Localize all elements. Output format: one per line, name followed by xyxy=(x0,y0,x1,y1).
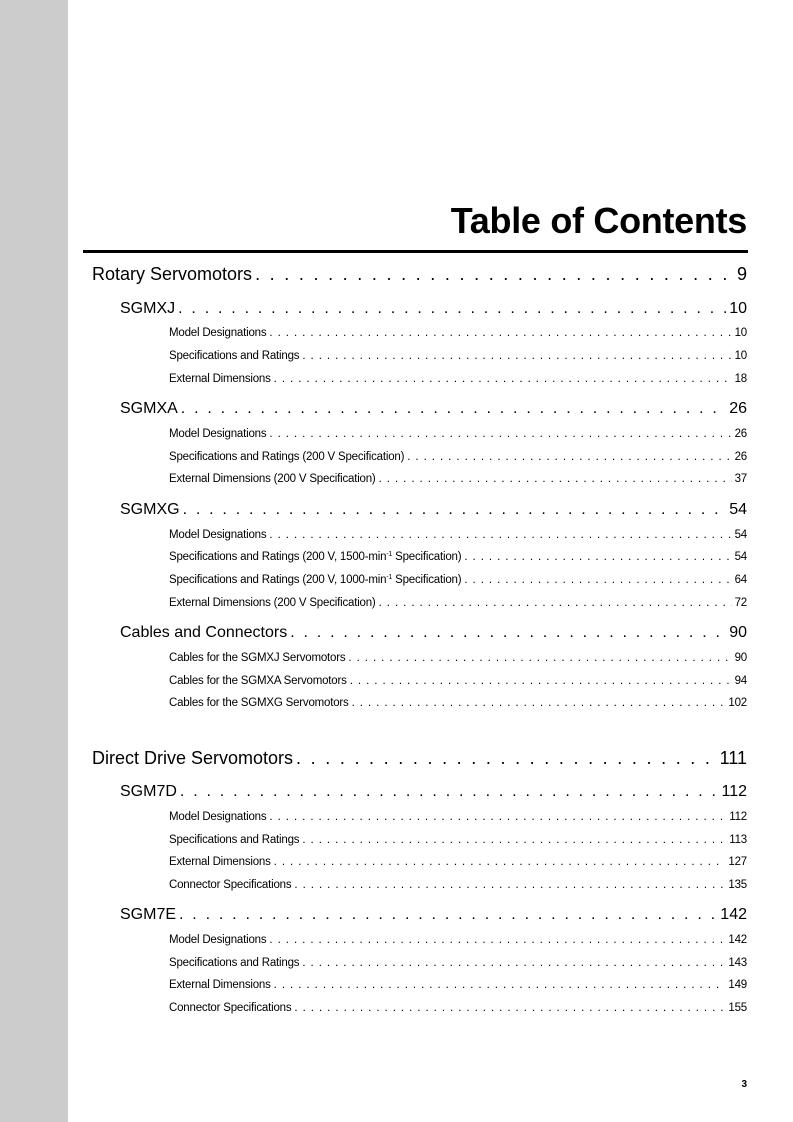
leader-dots xyxy=(274,373,732,385)
toc-page: 26 xyxy=(734,451,747,463)
toc-label: External Dimensions xyxy=(169,856,271,868)
leader-dots xyxy=(255,264,734,285)
toc-page: 143 xyxy=(728,957,747,969)
leader-dots xyxy=(269,428,731,440)
toc-page: 26 xyxy=(729,400,747,417)
toc-item[interactable] xyxy=(169,957,747,969)
toc-page: 127 xyxy=(728,856,747,868)
toc-page: 142 xyxy=(720,906,747,923)
toc-item[interactable] xyxy=(169,350,747,362)
toc-page: 18 xyxy=(734,373,747,385)
toc-chapter-sgmxj[interactable] xyxy=(120,300,747,318)
toc-label-text: Specifications and Ratings (200 V, 1000-min xyxy=(169,574,387,586)
toc-label: Model Designations xyxy=(169,428,267,440)
toc-page: 113 xyxy=(729,834,747,846)
toc-page: 155 xyxy=(728,1002,747,1014)
leader-dots xyxy=(379,473,732,485)
leader-dots xyxy=(407,451,731,463)
leader-dots xyxy=(269,327,731,339)
toc-label: Connector Specifications xyxy=(169,879,292,891)
toc-label: External Dimensions xyxy=(169,373,271,385)
toc-page: 37 xyxy=(734,473,747,485)
toc-item[interactable] xyxy=(169,451,747,463)
toc-label xyxy=(169,551,461,563)
toc-item[interactable] xyxy=(169,856,747,868)
leader-dots xyxy=(274,856,726,868)
toc-label: SGMXG xyxy=(120,501,180,518)
toc-label: Model Designations xyxy=(169,934,267,946)
toc-chapter-sgmxa[interactable] xyxy=(120,400,747,418)
toc-chapter-cables-and-connectors[interactable] xyxy=(120,624,747,642)
toc-label-text: Specification) xyxy=(392,551,462,563)
toc-label: Model Designations xyxy=(169,811,267,823)
toc-label: Model Designations xyxy=(169,529,267,541)
toc-page: 90 xyxy=(729,624,747,641)
leader-dots xyxy=(290,624,726,642)
toc-item[interactable] xyxy=(169,529,747,541)
leader-dots xyxy=(269,529,731,541)
leader-dots xyxy=(302,834,726,846)
toc-section-rotary-servomotors[interactable] xyxy=(92,264,747,285)
toc-item[interactable] xyxy=(169,473,747,485)
toc-page: 102 xyxy=(728,697,747,709)
toc-page: 54 xyxy=(729,501,747,518)
toc-item[interactable] xyxy=(169,327,747,339)
leader-dots xyxy=(302,350,731,362)
toc-page: 142 xyxy=(728,934,747,946)
leader-dots xyxy=(302,957,725,969)
toc-label: Cables for the SGMXJ Servomotors xyxy=(169,652,346,664)
leader-dots xyxy=(294,879,725,891)
leader-dots xyxy=(274,979,726,991)
toc-section-direct-drive-servomotors[interactable] xyxy=(92,748,747,769)
toc-chapter-sgmxg[interactable] xyxy=(120,501,747,519)
toc-label-text: Specifications and Ratings (200 V, 1500-min xyxy=(169,551,387,563)
toc-page: 10 xyxy=(734,350,747,362)
toc-label: External Dimensions (200 V Specification) xyxy=(169,473,376,485)
leader-dots xyxy=(348,652,731,664)
toc-page: 54 xyxy=(734,551,747,563)
toc-label: Cables and Connectors xyxy=(120,624,288,641)
leader-dots xyxy=(352,697,726,709)
toc-page: 112 xyxy=(729,811,747,823)
toc-page: 54 xyxy=(734,529,747,541)
toc-page: 26 xyxy=(734,428,747,440)
toc-page: 10 xyxy=(734,327,747,339)
toc-item[interactable] xyxy=(169,551,747,563)
toc-label: SGMXJ xyxy=(120,300,176,317)
toc-page: 112 xyxy=(721,783,747,800)
toc-label: SGM7D xyxy=(120,783,177,800)
toc-label: Connector Specifications xyxy=(169,1002,292,1014)
leader-dots xyxy=(180,783,719,801)
page-number: 3 xyxy=(741,1079,747,1090)
leader-dots xyxy=(294,1002,725,1014)
leader-dots xyxy=(179,906,717,924)
toc-page: 64 xyxy=(734,574,747,586)
toc-page: 94 xyxy=(734,675,747,687)
toc-page: 72 xyxy=(734,597,747,609)
toc-item[interactable] xyxy=(169,979,747,991)
toc-item[interactable] xyxy=(169,834,747,846)
toc-item[interactable] xyxy=(169,811,747,823)
leader-dots xyxy=(464,574,731,586)
toc-label: Rotary Servomotors xyxy=(92,264,253,284)
toc-page: 10 xyxy=(729,300,747,317)
toc-page: 90 xyxy=(734,652,747,664)
toc-label-text: Specification) xyxy=(392,574,462,586)
leader-dots xyxy=(178,300,726,318)
leader-dots xyxy=(269,934,725,946)
toc-page: 135 xyxy=(728,879,747,891)
toc-label: Specifications and Ratings xyxy=(169,350,300,362)
toc-page: 149 xyxy=(728,979,747,991)
superscript: -1 xyxy=(386,551,393,558)
toc-chapter-sgm7e[interactable] xyxy=(120,906,747,924)
toc-label: SGM7E xyxy=(120,906,177,923)
toc-label: Cables for the SGMXG Servomotors xyxy=(169,697,349,709)
toc-label: Model Designations xyxy=(169,327,267,339)
toc-label: Specifications and Ratings xyxy=(169,957,300,969)
leader-dots xyxy=(350,675,732,687)
leader-dots xyxy=(296,748,717,769)
toc-item[interactable] xyxy=(169,574,747,586)
toc-label xyxy=(169,574,461,586)
toc-item[interactable] xyxy=(169,879,747,891)
toc-label: External Dimensions xyxy=(169,979,271,991)
toc-page: 111 xyxy=(719,748,747,768)
toc-item[interactable] xyxy=(169,373,747,385)
page-title: Table of Contents xyxy=(450,200,747,241)
toc-item[interactable] xyxy=(169,675,747,687)
leader-dots xyxy=(464,551,731,563)
toc-label: Specifications and Ratings (200 V Specification) xyxy=(169,451,405,463)
leader-dots xyxy=(181,400,726,418)
toc-item[interactable] xyxy=(169,1002,747,1014)
leader-dots xyxy=(269,811,726,823)
toc-item[interactable] xyxy=(169,652,747,664)
toc-item[interactable] xyxy=(169,934,747,946)
toc-chapter-sgm7d[interactable] xyxy=(120,783,747,801)
toc-item[interactable] xyxy=(169,697,747,709)
toc-label: SGMXA xyxy=(120,400,178,417)
toc-page: 9 xyxy=(736,264,747,284)
leader-dots xyxy=(183,501,727,519)
toc-item[interactable] xyxy=(169,597,747,609)
toc-label: Cables for the SGMXA Servomotors xyxy=(169,675,347,687)
leader-dots xyxy=(379,597,732,609)
toc-label: External Dimensions (200 V Specification) xyxy=(169,597,376,609)
superscript: -1 xyxy=(386,574,393,581)
toc-item[interactable] xyxy=(169,428,747,440)
toc-label: Specifications and Ratings xyxy=(169,834,300,846)
toc-label: Direct Drive Servomotors xyxy=(92,748,294,768)
